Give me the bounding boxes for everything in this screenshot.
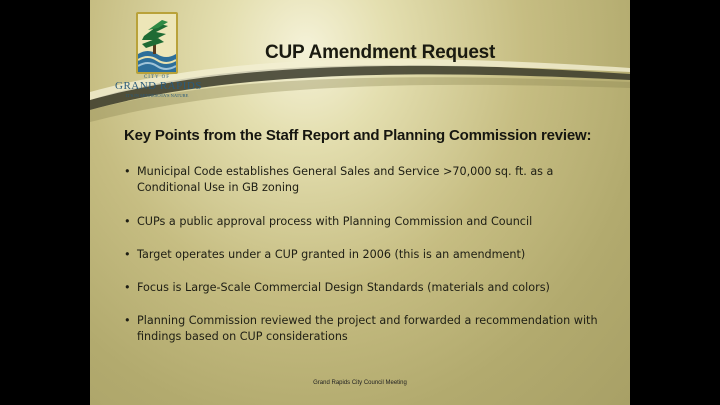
bullet-item: • Target operates under a CUP granted in 2006 (this is an amendment) (124, 247, 614, 263)
logo-tagline: IT'S IN MINNESOTA'S NATURE (125, 93, 189, 98)
slide-subtitle: Key Points from the Staff Report and Planning Commission review: (124, 127, 592, 144)
slide-footer: Grand Rapids City Council Meeting (313, 380, 407, 386)
slide-title: CUP Amendment Request (265, 42, 496, 63)
bullet-list (124, 164, 614, 361)
pine-tree-river-icon (136, 12, 178, 74)
logo-city-name: GRAND RAPIDS (115, 80, 202, 92)
presentation-slide (90, 0, 630, 405)
bullet-item: • Planning Commission reviewed the project and forwarded a recommendation with findings based on CUP considerations (124, 313, 614, 345)
bullet-item: • Focus is Large-Scale Commercial Design Standards (materials and colors) (124, 280, 614, 296)
city-logo (115, 12, 202, 104)
logo-city-of: CITY OF (143, 75, 171, 80)
bullet-item: • Municipal Code establishes General Sales and Service >70,000 sq. ft. as a Conditional Use in GB zoning (124, 164, 614, 196)
bullet-item: • CUPs a public approval process with Planning Commission and Council (124, 214, 614, 230)
